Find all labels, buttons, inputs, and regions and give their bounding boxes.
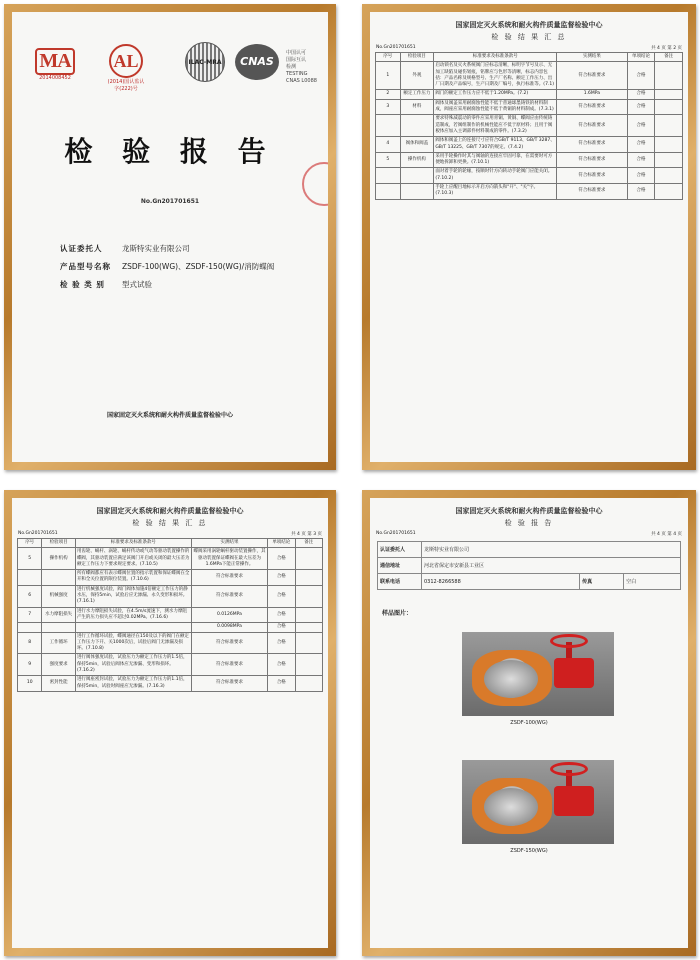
valve-photo-1: [462, 632, 614, 716]
table-row: [376, 184, 683, 200]
row-number: 7: [18, 607, 42, 623]
field-value: 型式试验: [122, 280, 152, 289]
test-item: 材料: [400, 99, 434, 115]
requirement: 要求特殊减震动的零件应采用青铜、黄铜、蝶阀应由传统铸造制成，若阀组制作的机械性能应不低于原材料；且用于阀板体应加入主调部件材料制成的零件。(7.3.2): [434, 115, 557, 137]
row-number: [376, 184, 401, 200]
ilac-mark: ILAC-MRA: [185, 42, 225, 82]
row-number: 5: [18, 548, 42, 570]
report-number: No.Gn201701651: [18, 531, 58, 536]
remark: [655, 115, 683, 137]
row-number: [376, 115, 401, 137]
field-label: 检 验 类 别: [60, 280, 105, 289]
table-row: [376, 90, 683, 99]
requirement: 用齿轮、蜗杆、涡轮、蜗杆传动或气动等驱动装置操作的蝶阀，其驱动装置应满足该阀门开启或关闭的最大压差为额定工作压力下要求规定要求。(7.10.5): [75, 548, 191, 570]
row-number: 4: [376, 137, 401, 153]
measured-result: 符合标准要求: [557, 184, 628, 200]
row-number: 9: [18, 654, 42, 676]
info-label: 传真: [580, 574, 624, 590]
column-header: 序号: [376, 53, 401, 62]
column-header: 实测结果: [557, 53, 628, 62]
measured-result: 符合标准要求: [557, 62, 628, 90]
row-number: 6: [18, 585, 42, 607]
measured-result: 符合标准要求: [557, 168, 628, 184]
remark: [655, 90, 683, 99]
info-value: 龙斯特实业有限公司: [422, 542, 681, 558]
cal-number: (2014)国认监认字(222)号: [107, 79, 145, 92]
requirement: 进行工作循环试验，蝶阀通径在150及以下的阀门在额定工作压力下开、关1000次后，试验后阀门无渗漏及损坏。(7.10.8): [75, 632, 191, 654]
table-row: [378, 542, 681, 558]
table-row: [18, 585, 323, 607]
test-item: [400, 168, 434, 184]
info-label: 认证委托人: [378, 542, 422, 558]
info-value: 空白: [624, 574, 681, 590]
measured-result: 符合标准要求: [191, 570, 267, 586]
requirement: 进行水力摩阻损失试验，在4.5m/s流速下，测水力摩阻产生的压力损失应不超过0.02MPa。(7.16.6): [75, 607, 191, 623]
remark: [295, 607, 322, 623]
measured-result: 符合标准要求: [191, 632, 267, 654]
cover-field-row: [60, 258, 274, 276]
field-label: 产品型号名称: [60, 262, 111, 271]
summary-page-1: [370, 12, 688, 462]
certification-logos: [22, 34, 318, 94]
cma-mark: MA: [35, 48, 74, 75]
valve-disc: [484, 660, 538, 698]
issuing-organization: 国家固定灭火系统和耐火构件质量监督检验中心: [106, 412, 233, 419]
photo-page-frame: [362, 490, 696, 956]
test-item: 额定工作压力: [400, 90, 434, 99]
remark: [295, 623, 322, 632]
verdict: 合格: [627, 184, 655, 200]
test-item: 阀体和阀盖: [400, 137, 434, 153]
results-table: [17, 538, 323, 692]
measured-result: 符合标准要求: [557, 137, 628, 153]
verdict: 合格: [268, 623, 295, 632]
cnas-text-line: CNAS L0088: [286, 78, 317, 84]
requirement: 面对着手轮的轮缘，按顺时针方向转动手轮阀门应能关闭。(7.10.2): [434, 168, 557, 184]
verdict: 合格: [627, 115, 655, 137]
table-row: [376, 168, 683, 184]
measured-result: 符合标准要求: [191, 676, 267, 692]
field-label: 认证委托人: [60, 244, 103, 253]
handwheel-icon: [550, 762, 588, 776]
verdict: 合格: [268, 548, 295, 570]
table-body: [18, 548, 323, 692]
verdict: 合格: [627, 152, 655, 168]
test-item: 操作机构: [42, 548, 76, 570]
verdict: 合格: [627, 62, 655, 90]
test-item: [400, 184, 434, 200]
info-value: 河北省保定市安新县工业区: [422, 558, 681, 574]
table-body: [376, 62, 683, 199]
table-row: [378, 558, 681, 574]
page-meta: [12, 531, 328, 537]
field-value: 龙斯特实业有限公司: [122, 244, 190, 253]
cma-number: 2014008452: [39, 75, 71, 81]
remark: [295, 676, 322, 692]
remark: [655, 152, 683, 168]
measured-result: 1.6MPa: [557, 90, 628, 99]
column-header: 标准要求及标准条款号: [434, 53, 557, 62]
summary-page-2-frame: [4, 490, 336, 956]
test-item: 强度要求: [42, 654, 76, 676]
page-meta: [370, 45, 688, 51]
remark: [655, 137, 683, 153]
row-number: 2: [376, 90, 401, 99]
cnas-text-line: 中国认可: [286, 50, 307, 56]
page-number: 共 4 页 第 3 页: [291, 532, 322, 537]
cnas-text-line: 检测: [286, 64, 297, 70]
field-value: ZSDF-100(WG)、ZSDF-150(WG)/消防蝶阀: [122, 262, 275, 271]
test-item: 密封性能: [42, 676, 76, 692]
gearbox: [554, 786, 594, 816]
info-label: 通信地址: [378, 558, 422, 574]
verdict: 合格: [268, 607, 295, 623]
requirement: [75, 623, 191, 632]
verdict: 合格: [268, 676, 295, 692]
table-row: [18, 676, 323, 692]
page-number: 共 4 页 第 2 页: [651, 46, 682, 51]
page-number: 共 4 页 第 4 页: [651, 532, 682, 537]
remark: [655, 99, 683, 115]
measured-result: 符合标准要求: [557, 152, 628, 168]
page-organization: 国家固定灭火系统和耐火构件质量监督检验中心: [96, 507, 244, 515]
report-cover-page: [12, 12, 328, 462]
table-row: [376, 62, 683, 90]
photo-page: [370, 498, 688, 948]
measured-result: 符合标准要求: [191, 654, 267, 676]
verdict: 合格: [268, 654, 295, 676]
report-title: 检 验 报 告: [64, 135, 276, 168]
cnas-text-line: TESTING: [286, 71, 308, 77]
client-info-table: [377, 541, 681, 590]
requirement: 手轮上应醒目地标示开启方向箭头和"开"、"关"字。(7.10.3): [434, 184, 557, 200]
table-header-row: [18, 539, 323, 548]
requirement: 采用手轮操作时其与阀轴的连接应牢固可靠，在需要时可方便地拆卸和更换。(7.10.1): [434, 152, 557, 168]
table-row: [376, 115, 683, 137]
row-number: 3: [376, 99, 401, 115]
results-table: [375, 52, 683, 200]
summary-page-1-frame: [362, 4, 696, 470]
page-meta: [370, 531, 688, 537]
row-number: [18, 570, 42, 586]
report-number: No.Gn201701651: [376, 45, 416, 50]
measured-result: 0.0098MPa: [191, 623, 267, 632]
ilac-mra-logo: [182, 42, 228, 82]
report-cover-frame: [4, 4, 336, 470]
remark: [655, 184, 683, 200]
cal-logo: [106, 44, 146, 92]
table-header-row: [376, 53, 683, 62]
test-item: 操作机构: [400, 152, 434, 168]
table-row: [18, 607, 323, 623]
row-number: [18, 623, 42, 632]
cnas-text-line: 国际互认: [286, 57, 307, 63]
cnas-logo: [232, 44, 282, 80]
column-header: 检验项目: [400, 53, 434, 62]
test-item: 工作循环: [42, 632, 76, 654]
cover-fields: [60, 240, 274, 294]
column-header: 备注: [295, 539, 322, 548]
table-row: [18, 654, 323, 676]
table-row: [376, 137, 683, 153]
row-number: 8: [18, 632, 42, 654]
remark: [655, 62, 683, 90]
column-header: 备注: [655, 53, 683, 62]
column-header: 实测结果: [191, 539, 267, 548]
photo-caption: ZSDF-150(WG): [510, 848, 548, 854]
remark: [295, 654, 322, 676]
report-number: No.Gn201701651: [376, 531, 416, 536]
measured-result: 符合标准要求: [557, 99, 628, 115]
test-item: [42, 623, 76, 632]
info-label: 联系电话: [378, 574, 422, 590]
column-header: 单项结论: [268, 539, 295, 548]
page-title: 检 验 结 果 汇 总: [491, 33, 567, 41]
row-number: 10: [18, 676, 42, 692]
remark: [295, 585, 322, 607]
column-header: 检验项目: [42, 539, 76, 548]
remark: [655, 168, 683, 184]
handwheel-icon: [550, 634, 588, 648]
verdict: 合格: [627, 90, 655, 99]
test-item: 机械强度: [42, 585, 76, 607]
gearbox: [554, 658, 594, 688]
verdict: 合格: [627, 99, 655, 115]
page-organization: 国家固定灭火系统和耐火构件质量监督检验中心: [455, 21, 603, 29]
verdict: 合格: [268, 632, 295, 654]
test-item: 外观: [400, 62, 434, 90]
remark: [295, 548, 322, 570]
cnas-text: [286, 50, 317, 85]
verdict: 合格: [268, 570, 295, 586]
test-item: [42, 570, 76, 586]
table-row: [18, 623, 323, 632]
row-number: [376, 168, 401, 184]
column-header: 序号: [18, 539, 42, 548]
valve-disc: [484, 788, 538, 826]
summary-page-2: [12, 498, 328, 948]
requirement: 进行机械强度试验，阀门阀体加施4倍额定工作压力的静水压，保持5min，试验后应无渗漏、永久变形和损坏。(7.16.1): [75, 585, 191, 607]
requirement: 进行阀体强度试验，试验压力为额定工作压力的1.5倍，保持5min，试验后阀体应无渗漏、变形和损坏。(7.16.2): [75, 654, 191, 676]
measured-result: 蝶阀采用涡轮蜗杆驱动装置操作，其驱动装置保证蝶阀在最大压差为1.6MPa下能正常操作。: [191, 548, 267, 570]
cover-field-row: [60, 240, 274, 258]
table-row: [378, 574, 681, 590]
remark: [295, 570, 322, 586]
requirement: 阀体和阀盖上的连接尺寸应符合GB/T 9113、GB/T 3287、GB/T 13225、GB/T 7307的规定。(7.4.2): [434, 137, 557, 153]
remark: [295, 632, 322, 654]
test-item: 水力摩阻损失: [42, 607, 76, 623]
table-row: [18, 570, 323, 586]
table-row: [376, 152, 683, 168]
test-item: [400, 115, 434, 137]
table-row: [18, 548, 323, 570]
report-number: No.Gn201701651: [140, 198, 200, 205]
measured-result: 符合标准要求: [191, 585, 267, 607]
cnas-mark: CNAS: [235, 44, 279, 80]
info-value: 0312-8266588: [422, 574, 580, 590]
cover-field-row: [60, 276, 274, 294]
page-organization: 国家固定灭火系统和耐火构件质量监督检验中心: [455, 507, 603, 515]
page-title: 检 验 结 果 汇 总: [132, 519, 208, 527]
table-row: [18, 632, 323, 654]
cma-logo: [32, 48, 78, 81]
requirement: 启动锁名及灭火系统阀门应标志清晰，标明字节号及示、无加工缺陷及碰伤划痕，铭牌应与色形等清晰，标志内容包括：产品名称及规格型号、生产厂名称、额定工作压力、出厂日期及产品编号，生产日期及厂编号，执行标准等。(7.1): [434, 62, 557, 90]
requirement: 阀体及阀盖采用耐腐蚀性能不低于普通球墨铸铁的材料制成，阀座应采用耐腐蚀性能不低于黄铜的材料制成。(7.3.1): [434, 99, 557, 115]
measured-result: 0.0126MPa: [191, 607, 267, 623]
column-header: 标准要求及标准条款号: [75, 539, 191, 548]
verdict: 合格: [627, 168, 655, 184]
cal-mark: AL: [109, 44, 143, 78]
requirement: 阀门的额定工作压力应不低于1.20MPa。(7.2): [434, 90, 557, 99]
page-title: 检 验 报 告: [504, 519, 554, 527]
photo-caption: ZSDF-100(WG): [510, 720, 548, 726]
sample-photos-label: 样品图片：: [382, 610, 413, 617]
verdict: 合格: [627, 137, 655, 153]
valve-photo-2: [462, 760, 614, 844]
row-number: 1: [376, 62, 401, 90]
requirement: 所有蝶阀都应有表示蝶阀位置的指示装置和保证蝶阀在全开和全关位置的限位装置。(7.10.6): [75, 570, 191, 586]
table-row: [376, 99, 683, 115]
row-number: 5: [376, 152, 401, 168]
measured-result: 符合标准要求: [557, 115, 628, 137]
column-header: 单项结论: [627, 53, 655, 62]
verdict: 合格: [268, 585, 295, 607]
requirement: 进行阀座密封试验，试验压力为额定工作压力的1.1倍，保持5min，试验时阀座应无渗漏。(7.16.3): [75, 676, 191, 692]
